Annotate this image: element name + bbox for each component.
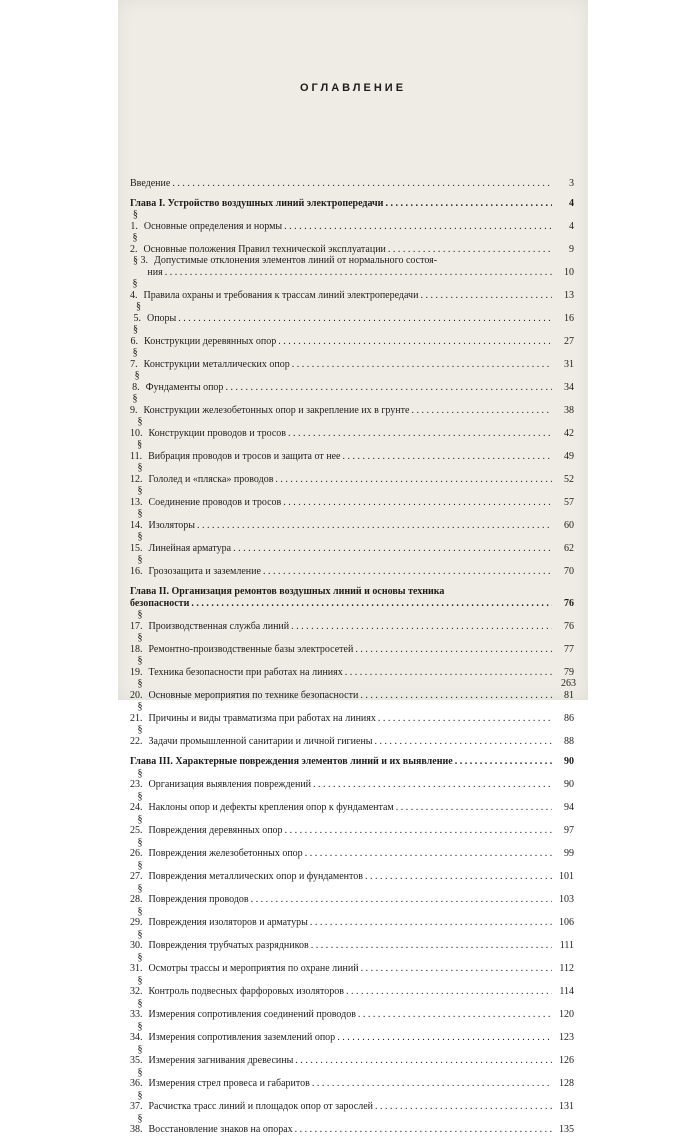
toc-section-number: § 5.: [133, 301, 141, 324]
dot-leader: [233, 543, 552, 555]
dot-leader: [385, 198, 552, 210]
toc-section-page: 10: [564, 266, 574, 278]
toc-section-row: [130, 860, 574, 883]
toc-section-page: 76: [564, 620, 574, 632]
toc-section-title: Основные определения и нормы: [143, 220, 283, 232]
dot-leader: [295, 1055, 552, 1067]
dot-leader: [411, 405, 552, 417]
toc-section-number: § 4.: [130, 278, 138, 301]
toc-section-number: § 28.: [130, 882, 143, 905]
toc-section-row: [130, 701, 574, 724]
dot-leader: [295, 1124, 552, 1136]
dot-leader: [263, 566, 552, 578]
toc-section-row: [130, 1090, 574, 1113]
dot-leader: [285, 825, 552, 837]
toc-section-page: 62: [564, 542, 574, 554]
toc-chapter-label: Глава II. Организация ремонтов воздушных линий и основы техника: [130, 586, 445, 597]
page-title: ОГЛАВЛЕНИЕ: [299, 82, 407, 94]
toc-section-page: 57: [564, 496, 574, 508]
toc-section-row: [130, 462, 574, 485]
toc-section-row: [130, 975, 574, 998]
dot-leader: [284, 221, 552, 233]
toc-section-row: [130, 232, 574, 255]
toc-section-row: [130, 1113, 574, 1136]
toc-section-number: § 15.: [130, 531, 143, 554]
toc-section-title: Основные мероприятия по технике безопасности: [148, 689, 359, 701]
toc-section-number: § 23.: [130, 767, 143, 790]
toc-section-page: 103: [559, 894, 574, 905]
toc-chapter-label: Глава I. Устройство воздушных линий электропередачи: [130, 197, 384, 209]
toc-section-number: § 14.: [130, 508, 143, 531]
toc-section-row: [130, 324, 574, 347]
toc-section-title: Повреждения металлических опор и фундаментов: [148, 871, 363, 882]
toc-section-page: 31: [564, 358, 574, 370]
toc-section-page: 112: [559, 963, 574, 974]
toc-section-page: 34: [564, 381, 574, 393]
toc-section-page: 123: [559, 1032, 574, 1043]
toc-section-number: § 12.: [130, 462, 143, 485]
dot-leader: [283, 497, 552, 509]
toc-section-page: 49: [564, 450, 574, 462]
toc-section-title: Конструкции проводов и тросов: [148, 427, 287, 439]
dot-leader: [358, 1009, 552, 1021]
toc-section-number: § 38.: [130, 1112, 143, 1135]
toc-section-number: § 3.: [133, 255, 148, 266]
toc-section-row: [130, 347, 574, 370]
toc-section-row: [130, 439, 574, 462]
toc-section-number: § 11.: [130, 439, 143, 462]
toc-section-row: [130, 301, 574, 324]
toc-section-title: Фундаменты опор: [145, 381, 224, 393]
toc-section-row: [130, 1044, 574, 1067]
toc-section-page: 128: [559, 1078, 574, 1089]
toc-section-title: Повреждения изоляторов и арматуры: [148, 917, 308, 928]
toc-section-title: Конструкции железобетонных опор и закрепление их в грунте: [143, 404, 410, 416]
toc-section-page: 97: [564, 825, 574, 836]
dot-leader: [178, 313, 552, 325]
toc-section-number: § 33.: [130, 997, 143, 1020]
dot-leader: [305, 848, 552, 860]
book-page: [118, 0, 588, 1135]
toc-section-number: § 10.: [130, 416, 143, 439]
toc-section-title: Причины и виды травматизма при работах на линиях: [148, 712, 376, 724]
toc-section-number: § 16.: [130, 554, 143, 577]
dot-leader: [378, 713, 552, 725]
toc-section-number: § 6.: [130, 324, 139, 347]
toc-chapter-page: 4: [569, 197, 574, 209]
toc-section-page: 4: [569, 220, 574, 232]
toc-section-title: Вибрация проводов и тросов и защита от нее: [148, 450, 341, 462]
dot-leader: [396, 802, 552, 814]
toc-section-page: 126: [559, 1055, 574, 1066]
toc-section-page: 111: [559, 940, 574, 951]
toc-section-number: § 7.: [130, 347, 138, 370]
toc-section-number: § 22.: [130, 724, 143, 747]
dot-leader: [345, 667, 552, 679]
toc-section-number: § 29.: [130, 905, 143, 928]
toc-section-page: 120: [559, 1009, 574, 1020]
toc-section-number: § 31.: [130, 951, 143, 974]
dot-leader: [291, 621, 552, 633]
toc-section-number: § 24.: [130, 790, 143, 813]
toc-section-number: § 26.: [130, 836, 143, 859]
toc-section-page: 27: [564, 335, 574, 347]
toc-section-number: § 13.: [130, 485, 143, 508]
dot-leader: [311, 940, 552, 952]
toc-section-row: [130, 791, 574, 814]
toc-section-row: [130, 998, 574, 1021]
dot-leader: [375, 1101, 552, 1113]
toc-section-row: [130, 952, 574, 975]
toc-section-title: Линейная арматура: [148, 542, 232, 554]
toc-section-page: 131: [559, 1101, 574, 1112]
toc-section-title: Повреждения деревянных опор: [148, 825, 283, 836]
toc-section-title: Измерения стрел провеса и габаритов: [148, 1078, 310, 1089]
toc-section-row: [130, 678, 574, 701]
toc-section-title: Задачи промышленной санитарии и личной гигиены: [148, 735, 373, 747]
toc-section-title: Расчистка трасс линий и площадок опор от зарослей: [148, 1101, 374, 1112]
toc-chapter-label-cont: безопасности: [130, 597, 190, 609]
toc-intro-row: [130, 178, 574, 190]
toc-section-title: Повреждения железобетонных опор: [148, 848, 303, 859]
page-number: 263: [561, 678, 576, 689]
dot-leader: [288, 428, 552, 440]
toc-section-number: § 9.: [130, 393, 138, 416]
toc-section-number: § 35.: [130, 1043, 143, 1066]
toc-section-number: § 17.: [130, 609, 143, 632]
toc-section-number: § 2.: [130, 232, 138, 255]
dot-leader: [310, 917, 552, 929]
toc-section-title: Ремонтно-производственные базы электросетей: [148, 643, 354, 655]
toc-section-page: 60: [564, 519, 574, 531]
toc-section-row: [130, 768, 574, 791]
toc-chapter-row-cont: [130, 598, 574, 610]
dot-leader: [275, 474, 552, 486]
dot-leader: [278, 336, 552, 348]
toc-section-number: § 30.: [130, 928, 143, 951]
toc-section-number: § 34.: [130, 1020, 143, 1043]
toc-section-title: Техника безопасности при работах на линиях: [148, 666, 343, 678]
toc-section-number: § 36.: [130, 1066, 143, 1089]
toc-section-row: [130, 655, 574, 678]
toc-chapter-row: [130, 198, 574, 210]
dot-leader: [197, 520, 552, 532]
toc-section-row: [130, 531, 574, 554]
toc-section-title: Повреждения трубчатых разрядников: [148, 940, 309, 951]
toc-section-title: Гололед и «пляска» проводов: [148, 473, 274, 485]
toc-section-row: [130, 1067, 574, 1090]
toc-section-number: § 20.: [130, 678, 143, 701]
toc-section-number: § 19.: [130, 655, 143, 678]
dot-leader: [375, 736, 552, 748]
toc-section-row: [130, 609, 574, 632]
toc-section-number: § 8.: [132, 370, 140, 393]
toc-section-page: 86: [564, 712, 574, 724]
dot-leader: [312, 1078, 552, 1090]
toc-section-title: Организация выявления повреждений: [148, 779, 312, 790]
table-of-contents: [130, 178, 574, 1136]
toc-section-title: Осмотры трассы и мероприятия по охране линий: [148, 963, 359, 974]
toc-section-row: [130, 837, 574, 860]
toc-section-page: 13: [564, 289, 574, 301]
toc-section-title: Измерения загнивания древесины: [148, 1055, 294, 1066]
dot-leader: [365, 871, 552, 883]
toc-section-page: 101: [559, 871, 574, 882]
toc-chapter-label: Глава III. Характерные повреждения элементов линий и их выявление: [130, 756, 453, 767]
toc-section-page: 52: [564, 473, 574, 485]
toc-section-page: 9: [569, 243, 574, 255]
dot-leader: [313, 779, 552, 791]
dot-leader: [346, 986, 552, 998]
toc-section-title: Основные положения Правил технической эксплуатации: [143, 243, 386, 255]
toc-section-row: [130, 416, 574, 439]
toc-section-page: 79: [564, 666, 574, 678]
toc-section-number: § 18.: [130, 632, 143, 655]
toc-section-page: 99: [564, 848, 574, 859]
toc-section-row: [130, 814, 574, 837]
toc-section-row: [130, 883, 574, 906]
toc-section-row: [130, 632, 574, 655]
toc-section-title: Восстановление знаков на опорах: [148, 1124, 293, 1135]
toc-chapter-page: 90: [564, 756, 574, 767]
toc-section-number: § 27.: [130, 859, 143, 882]
toc-section-row: [130, 724, 574, 747]
toc-section-title: Производственная служба линий: [148, 620, 290, 632]
toc-section-number: § 21.: [130, 701, 143, 724]
dot-leader: [172, 178, 552, 190]
toc-section-page: 88: [564, 735, 574, 747]
toc-section-page: 90: [564, 779, 574, 790]
toc-section-page: 94: [564, 802, 574, 813]
dot-leader: [420, 290, 552, 302]
toc-section-title: Наклоны опор и дефекты крепления опор к фундаментам: [148, 802, 394, 813]
toc-section-title-cont: ния: [147, 266, 163, 278]
toc-section-row: [130, 393, 574, 416]
dot-leader: [165, 267, 552, 279]
toc-section-title: Правила охраны и требования к трассам линий электропередачи: [143, 289, 419, 301]
toc-section-page: 16: [564, 312, 574, 324]
toc-section-title: Измерения сопротивления заземлений опор: [148, 1032, 336, 1043]
toc-section-page: 70: [564, 565, 574, 577]
toc-section-row: [130, 508, 574, 531]
toc-section-number: § 1.: [130, 209, 138, 232]
toc-section-row: [130, 906, 574, 929]
toc-section-row: [130, 554, 574, 577]
dot-leader: [191, 598, 552, 610]
toc-section-number: § 32.: [130, 974, 143, 997]
toc-section-title: Изоляторы: [148, 519, 196, 531]
toc-section-row: [130, 370, 574, 393]
dot-leader: [225, 382, 552, 394]
toc-intro-page: 3: [569, 178, 574, 189]
toc-section-title: Опоры: [146, 312, 177, 324]
toc-section-page: 77: [564, 643, 574, 655]
dot-leader: [251, 894, 552, 906]
toc-section-title: Повреждения проводов: [148, 894, 249, 905]
toc-section-page: 114: [559, 986, 574, 997]
toc-section-title: Допустимые отклонения элементов линий от нормального состоя-: [154, 255, 438, 266]
toc-chapter-page: 76: [564, 597, 574, 609]
dot-leader: [361, 963, 552, 975]
toc-section-row-cont: [130, 267, 574, 279]
toc-section-row: [130, 255, 574, 267]
toc-section-title: Конструкции деревянных опор: [144, 335, 277, 347]
toc-section-row: [130, 278, 574, 301]
toc-chapter-row: [130, 756, 574, 768]
toc-section-row: [130, 209, 574, 232]
toc-section-title: Грозозащита и заземление: [148, 565, 261, 577]
toc-section-title: Конструкции металлических опор: [143, 358, 290, 370]
dot-leader: [360, 690, 552, 702]
toc-section-page: 106: [559, 917, 574, 928]
toc-chapter-row: [130, 586, 574, 598]
toc-section-page: 38: [564, 404, 574, 416]
toc-section-row: [130, 929, 574, 952]
toc-section-page: 42: [564, 427, 574, 439]
dot-leader: [342, 451, 552, 463]
dot-leader: [388, 244, 552, 256]
dot-leader: [292, 359, 552, 371]
toc-section-title: Соединение проводов и тросов: [148, 496, 282, 508]
dot-leader: [355, 644, 552, 656]
toc-section-page: 81: [564, 689, 574, 701]
dot-leader: [337, 1032, 552, 1044]
toc-section-row: [130, 1021, 574, 1044]
toc-intro-label: Введение: [130, 178, 171, 189]
toc-section-page: 135: [559, 1124, 574, 1135]
toc-section-number: § 37.: [130, 1089, 143, 1112]
toc-section-title: Измерения сопротивления соединений проводов: [148, 1009, 356, 1020]
toc-section-title: Контроль подвесных фарфоровых изоляторов: [148, 986, 344, 997]
toc-section-row: [130, 485, 574, 508]
dot-leader: [455, 756, 552, 768]
toc-section-number: § 25.: [130, 813, 143, 836]
